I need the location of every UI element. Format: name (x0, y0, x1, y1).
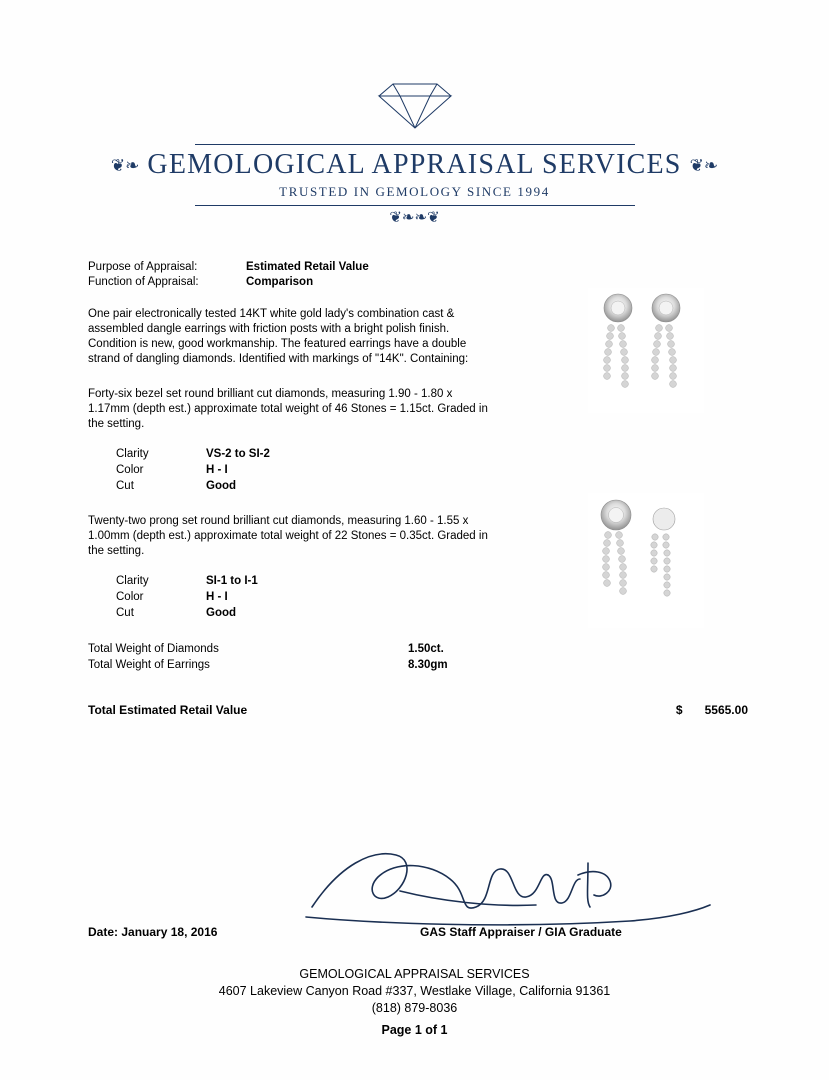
flourish-left-icon: ❦❧ (110, 155, 140, 175)
lot-1-clarity-label: Clarity (116, 448, 149, 460)
lot-2-color-value: H - I (206, 591, 228, 603)
function-row (88, 275, 588, 290)
grand-total-amount-group (676, 703, 748, 717)
earrings-photo-angled (588, 493, 704, 628)
spec-row (116, 605, 588, 621)
appraiser-signature (300, 845, 720, 930)
spec-row (116, 573, 588, 589)
spec-row (116, 446, 588, 462)
footer-phone: (818) 879-8036 (371, 1001, 458, 1015)
total-earring-weight-value: 8.30gm (408, 659, 448, 671)
function-label: Function of Appraisal: (88, 276, 199, 288)
lot-2-clarity-value: SI-1 to I-1 (206, 575, 258, 587)
lot-1-specs (116, 446, 588, 494)
grand-total-amount: 5565.00 (704, 703, 748, 717)
lot-2-cut-value: Good (206, 607, 237, 619)
lot-2-color-label: Color (116, 591, 144, 603)
lot-1-color-label: Color (116, 464, 144, 476)
lot-2-cut-label: Cut (116, 607, 134, 619)
total-diamond-weight-label: Total Weight of Diamonds (88, 643, 219, 655)
flourish-bottom-icon: ❦❧❧❦ (389, 210, 440, 226)
date-value: January 18, 2016 (121, 925, 218, 939)
date-line (88, 925, 217, 939)
footer-company: GEMOLOGICAL APPRAISAL SERVICES (299, 967, 530, 981)
page-number: Page 1 of 1 (381, 1023, 448, 1037)
purpose-value: Estimated Retail Value (246, 261, 369, 273)
letterhead (0, 78, 829, 227)
grand-total-row (88, 703, 748, 717)
letterhead-rule-top (195, 144, 635, 145)
lot-1-cut-label: Cut (116, 480, 134, 492)
currency-symbol: $ (675, 703, 683, 717)
lot-1-description: Forty-six bezel set round brilliant cut diamonds, measuring 1.90 - 1.80 x 1.17mm (depth est.) approximate total weight of 46 Stones = 1.15ct. Graded in the setting. (88, 388, 488, 430)
company-name-row (0, 149, 829, 181)
lot-1-cut-value: Good (206, 480, 237, 492)
footer (0, 966, 829, 1039)
lot-2-specs (116, 573, 588, 621)
total-diamond-weight-row (88, 641, 588, 657)
function-value: Comparison (246, 276, 314, 288)
item-description: One pair electronically tested 14KT white gold lady's combination cast & assembled dangle earrings with friction posts with a bright polish finish. Condition is new, good workmanship. The featured earrings have a double strand of dangling diamonds. Identified with markings of "14K". Containing: (88, 308, 469, 365)
totals-block (88, 641, 588, 673)
footer-address: 4607 Lakeview Canyon Road #337, Westlake Village, California 91361 (218, 984, 611, 998)
company-tagline: TRUSTED IN GEMOLOGY SINCE 1994 (279, 184, 550, 199)
grand-total-label: Total Estimated Retail Value (88, 703, 248, 717)
spec-row (116, 462, 588, 478)
appraisal-body (88, 260, 588, 673)
spec-row (116, 478, 588, 494)
purpose-label: Purpose of Appraisal: (88, 261, 198, 273)
lot-1-clarity-value: VS-2 to SI-2 (206, 448, 270, 460)
total-earring-weight-label: Total Weight of Earrings (88, 659, 210, 671)
lot-2-description: Twenty-two prong set round brilliant cut diamonds, measuring 1.60 - 1.55 x 1.00mm (depth est.) approximate total weight of 22 Stones = 0.35ct. Graded in the setting. (88, 515, 488, 557)
letterhead-rule-bottom (195, 205, 635, 206)
purpose-row (88, 260, 588, 275)
flourish-right-icon: ❦❧ (689, 155, 719, 175)
appraiser-title: GAS Staff Appraiser / GIA Graduate (420, 925, 622, 939)
diamond-logo-icon (367, 78, 463, 130)
spec-row (116, 589, 588, 605)
lot-2-clarity-label: Clarity (116, 575, 149, 587)
lot-1-color-value: H - I (206, 464, 228, 476)
company-name: GEMOLOGICAL APPRAISAL SERVICES (147, 149, 682, 180)
earrings-photo-front (588, 288, 704, 413)
total-diamond-weight-value: 1.50ct. (408, 643, 444, 655)
total-earring-weight-row (88, 657, 588, 673)
date-label: Date: (88, 925, 119, 939)
